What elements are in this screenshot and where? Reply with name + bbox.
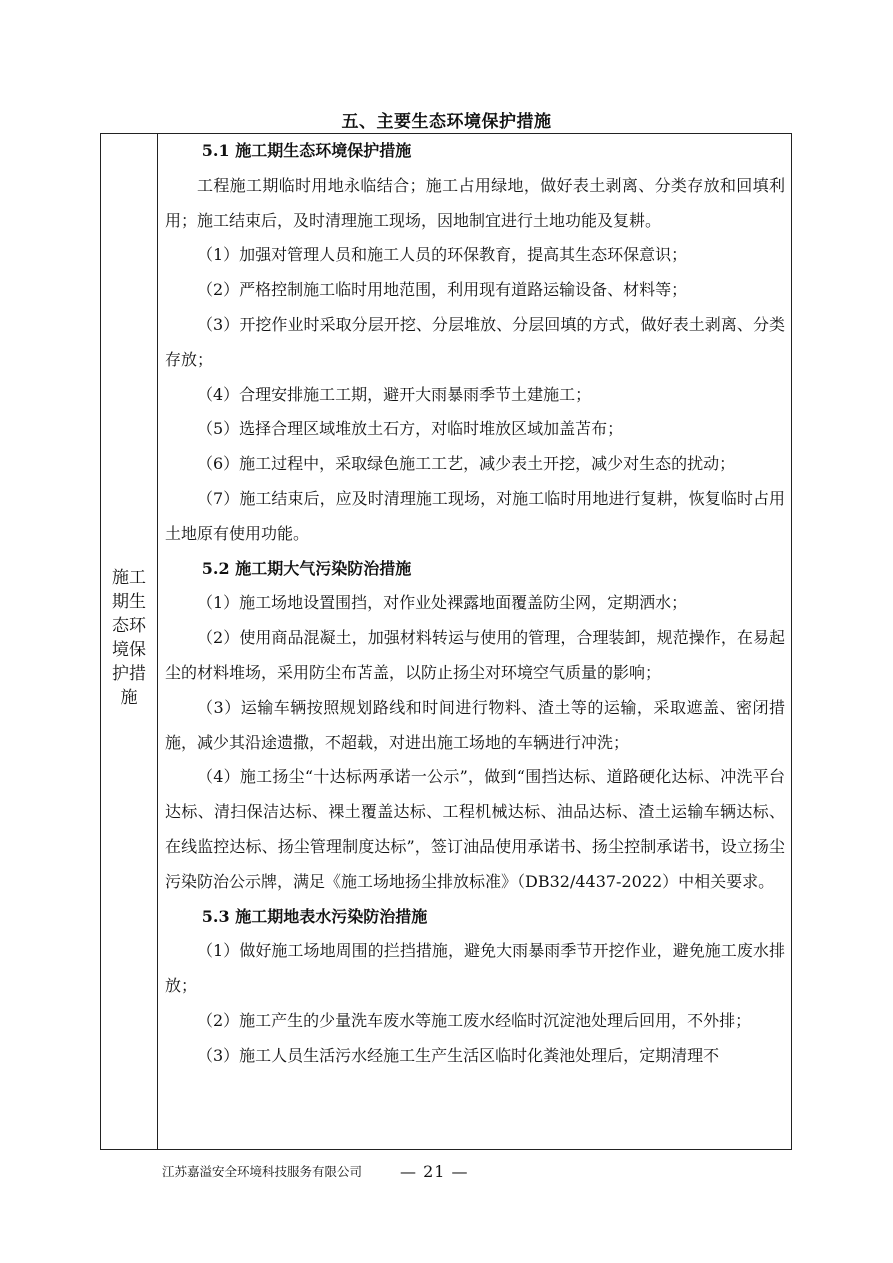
row-label-line: 境保 (112, 640, 146, 660)
body-paragraph: （2）使用商品混凝土，加强材料转运与使用的管理，合理装卸，规范操作，在易起尘的材料堆场，采用防尘布苫盖，以防止扬尘对环境空气质量的影响； (165, 628, 785, 682)
column-divider (157, 134, 158, 1149)
row-label-line: 护措 (112, 664, 146, 684)
page-number: — 21 — (400, 1162, 469, 1181)
body-paragraph: （1）施工场地设置围挡，对作业处裸露地面覆盖防尘网，定期洒水； (197, 593, 688, 613)
body-paragraph: （3）运输车辆按照规划路线和时间进行物料、渣土等的运输，采取遮盖、密闭措施，减少其沿途遗撒，不超载，对进出施工场地的车辆进行冲洗； (165, 697, 785, 752)
measures-content-cell (165, 134, 785, 1074)
row-label-cell (101, 566, 157, 710)
row-label-line: 期生 (112, 592, 146, 612)
footer-company: 江苏嘉溢安全环境科技服务有限公司 (162, 1164, 363, 1179)
row-label-line: 施 (120, 688, 138, 708)
body-paragraph: （1）做好施工场地周围的拦挡措施，避免大雨暴雨季节开挖作业，避免施工废水排放； (165, 941, 785, 996)
section-title: 五、主要生态环境保护措施 (341, 112, 552, 132)
body-paragraph: （6）施工过程中，采取绿色施工工艺，减少表土开挖，减少对生态的扰动； (197, 454, 736, 474)
body-paragraph: （7）施工结束后，应及时清理施工现场，对施工临时用地进行复耕，恢复临时占用土地原有使用功能。 (165, 488, 785, 543)
section-heading: 5.1 施工期生态环境保护措施 (201, 141, 412, 160)
row-label-line: 态环 (112, 616, 146, 636)
section-heading: 5.3 施工期地表水污染防治措施 (201, 906, 428, 926)
body-paragraph: 工程施工期临时用地永临结合；施工占用绿地，做好表土剥离、分类存放和回填利用；施工结束后，及时清理施工现场，因地制宜进行土地功能及复耕。 (165, 175, 785, 230)
row-label-line: 施工 (112, 568, 146, 588)
body-paragraph: （4）施工扬尘“十达标两承诺一公示”，做到“围挡达标、道路硬化达标、冲洗平台达标、清扫保洁达标、裸土覆盖达标、工程机械达标、油品达标、渣土运输车辆达标、在线监控达标、扬尘管理制度达标”，签订油品使用承诺书、扬尘控制承诺书，设立扬尘污染防治公示牌，满足《施工场地扬尘排放标准》（DB32/4437-2022）中相关要求。 (165, 767, 785, 891)
body-paragraph: （1）加强对管理人员和施工人员的环保教育，提高其生态环保意识； (197, 245, 688, 265)
body-paragraph: （4）合理安排施工工期，避开大雨暴雨季节土建施工； (197, 384, 592, 404)
measures-table (100, 133, 792, 1150)
body-paragraph: （2）严格控制施工临时用地范围，利用现有道路运输设备、材料等； (197, 280, 688, 300)
body-paragraph: （3）开挖作业时采取分层开挖、分层堆放、分层回填的方式，做好表土剥离、分类存放； (165, 314, 785, 369)
body-paragraph: （3）施工人员生活污水经施工生产生活区临时化粪池处理后，定期清理不 (197, 1045, 720, 1065)
section-heading: 5.2 施工期大气污染防治措施 (201, 558, 412, 578)
body-paragraph: （2）施工产生的少量洗车废水等施工废水经临时沉淀池处理后回用，不外排； (197, 1010, 752, 1030)
body-paragraph: （5）选择合理区域堆放土石方，对临时堆放区域加盖苫布； (197, 419, 624, 439)
